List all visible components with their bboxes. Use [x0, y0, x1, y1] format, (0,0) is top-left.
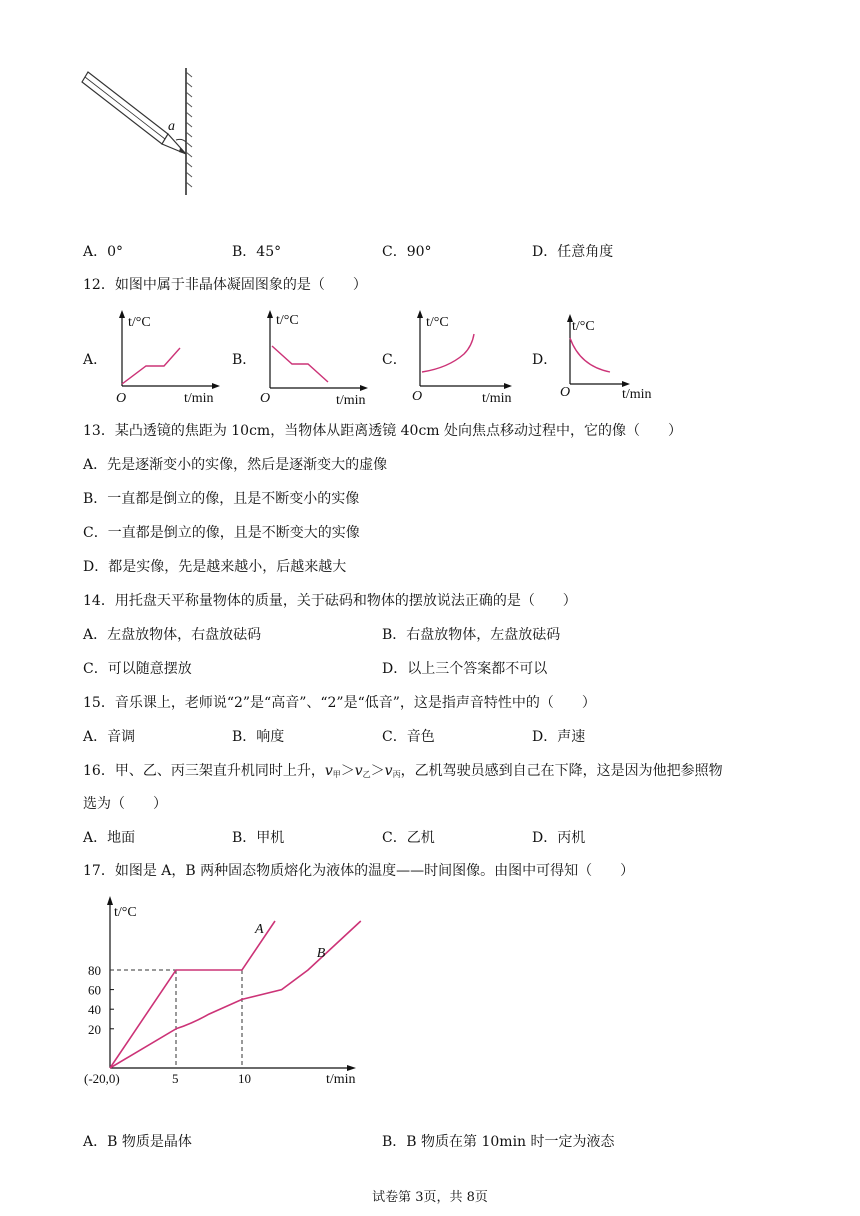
y-tick-label: 80	[88, 963, 101, 978]
xlabel: t/min	[482, 391, 512, 406]
v-symbol: v	[354, 763, 363, 779]
q16-option-a[interactable]: A．地面	[83, 830, 136, 846]
q13-option-b[interactable]: B．一直都是倒立的像，且是不断变小的实像	[83, 491, 360, 507]
x-axis-arrow	[347, 1065, 356, 1071]
q13-stem: 13．某凸透镜的焦距为 10cm，当物体从距离透镜 40cm 处向焦点移动过程中，它的像（ ）	[83, 423, 683, 439]
angle-label: a	[168, 119, 175, 134]
q14-option-a[interactable]: A．左盘放物体，右盘放砝码	[83, 627, 262, 643]
q11-option-a[interactable]	[83, 242, 123, 262]
q17-option-a[interactable]: A．B 物质是晶体	[83, 1134, 192, 1150]
x-tick-label: 5	[172, 1071, 179, 1086]
y-axis-arrow	[107, 896, 113, 905]
v-symbol: v	[384, 763, 393, 779]
chart-ylabel: t/°C	[114, 905, 137, 920]
option-text: 任意角度	[557, 244, 614, 260]
chart-xlabel: t/min	[326, 1072, 356, 1087]
q17-option-b[interactable]: B．B 物质在第 10min 时一定为液态	[382, 1134, 615, 1150]
melting-chart	[80, 892, 380, 1092]
q13-option-d[interactable]: D．都是实像，先是越来越小，后越来越大	[83, 559, 347, 575]
x-tick-label: 10	[238, 1071, 251, 1086]
series-line-B	[110, 921, 361, 1068]
q15-option-c[interactable]: C．音色	[382, 729, 435, 745]
y-tick-label: 60	[88, 982, 101, 998]
option-letter: A．	[83, 244, 108, 260]
option-text: 90°	[406, 244, 432, 260]
y-tick-label: 40	[88, 1002, 101, 1018]
ylabel: t/°C	[426, 315, 449, 330]
q16-stem-line2: 选为（ ）	[83, 796, 167, 812]
y-tick-label: 20	[88, 1021, 101, 1037]
q11-option-b[interactable]	[232, 242, 281, 262]
q15-option-a[interactable]: A．音调	[83, 729, 136, 745]
ylabel: t/°C	[276, 313, 299, 328]
q12-graph-b[interactable]	[258, 310, 373, 408]
q16-stem	[83, 761, 723, 785]
ylabel: t/°C	[572, 319, 595, 334]
q14-option-c[interactable]: C．可以随意摆放	[83, 661, 192, 677]
v-symbol: v	[324, 763, 333, 779]
option-text: 45°	[256, 244, 282, 260]
origin-label: (-20,0)	[84, 1071, 120, 1086]
series-label-A: A	[255, 922, 264, 937]
q15-option-b[interactable]: B．响度	[232, 729, 285, 745]
page-footer: 试卷第 3页，共 8页	[372, 1190, 488, 1205]
q12-stem: 12．如图中属于非晶体凝固图象的是（ ）	[83, 277, 367, 293]
series-label-B: B	[316, 946, 326, 961]
q11-option-c[interactable]	[382, 242, 432, 262]
origin-label: O	[412, 389, 423, 404]
series-line-A	[110, 921, 275, 1068]
q13-option-c[interactable]: C．一直都是倒立的像，且是不断变大的实像	[83, 525, 360, 541]
option-letter: B．	[232, 244, 257, 260]
q13-option-a[interactable]: A．先是逐渐变小的实像，然后是逐渐变大的虚像	[83, 457, 388, 473]
q16-option-d[interactable]: D．丙机	[532, 830, 586, 846]
gt-sign: ＞	[370, 763, 385, 779]
q12-option-d-letter[interactable]: D．	[532, 352, 558, 368]
q12-graph-c[interactable]	[408, 310, 523, 405]
q12-option-b-letter[interactable]: B．	[232, 352, 257, 368]
origin-label: O	[116, 391, 127, 406]
q12-graph-a[interactable]	[108, 310, 223, 405]
q12-graph-d[interactable]	[558, 310, 673, 405]
q16-option-b[interactable]: B．甲机	[232, 830, 285, 846]
q15-option-d[interactable]: D．声速	[532, 729, 586, 745]
option-letter: D．	[532, 244, 558, 260]
q14-option-d[interactable]: D．以上三个答案都不可以	[382, 661, 548, 677]
q11-option-d[interactable]	[532, 242, 613, 262]
xlabel: t/min	[336, 393, 366, 408]
subscript: 丙	[392, 770, 401, 779]
xlabel: t/min	[622, 387, 652, 402]
q16-option-c[interactable]: C．乙机	[382, 830, 435, 846]
q14-option-b[interactable]: B．右盘放物体，左盘放砝码	[382, 627, 561, 643]
subscript: 乙	[362, 770, 371, 779]
pencil-wall-figure	[70, 60, 270, 200]
q16-stem-before: 16．甲、乙、丙三架直升机同时上升，	[83, 763, 325, 779]
q16-stem-after: ，乙机驾驶员感到自己在下降，这是因为他把参照物	[400, 763, 723, 779]
origin-label: O	[260, 391, 271, 406]
option-letter: C．	[382, 244, 407, 260]
q12-option-a-letter[interactable]: A．	[83, 352, 108, 368]
subscript: 甲	[332, 770, 341, 779]
origin-label: O	[560, 385, 571, 400]
q14-stem: 14．用托盘天平称量物体的质量，关于砝码和物体的摆放说法正确的是（ ）	[83, 593, 577, 609]
q12-option-c-letter[interactable]: C．	[382, 352, 407, 368]
option-text: 0°	[107, 244, 124, 260]
ylabel: t/°C	[128, 315, 151, 330]
xlabel: t/min	[184, 391, 214, 406]
q17-stem: 17．如图是 A，B 两种固态物质熔化为液体的温度——时间图像。由图中可得知（ ）	[83, 863, 635, 879]
q15-stem: 15．音乐课上，老师说“2”是“高音”、“2”是“低音”，这是指声音特性中的（ ）	[83, 695, 596, 711]
gt-sign: ＞	[340, 763, 355, 779]
